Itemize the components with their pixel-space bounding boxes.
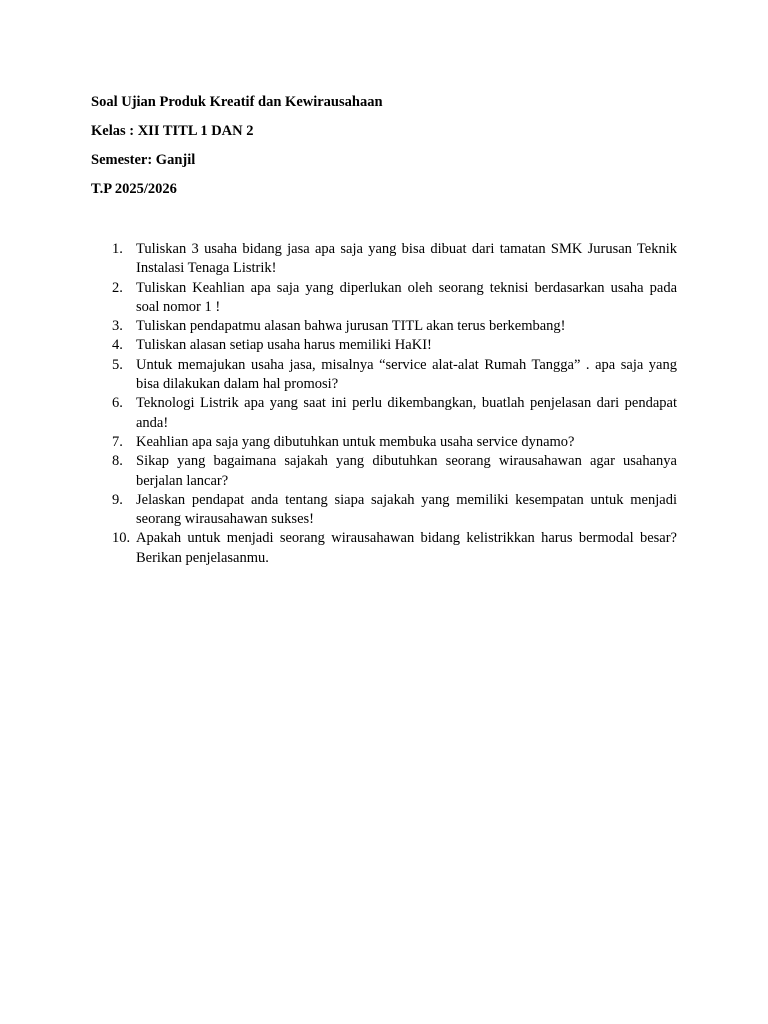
list-item <box>91 394 677 433</box>
list-item <box>91 452 677 491</box>
list-item <box>91 356 677 395</box>
list-item <box>91 240 677 279</box>
question-text: Tuliskan alasan setiap usaha harus memiliki HaKI! <box>136 337 432 354</box>
question-number: 10. <box>112 530 131 547</box>
question-number: 1. <box>112 241 123 257</box>
question-number: 9. <box>112 491 123 508</box>
question-text: Teknologi Listrik apa yang saat ini perlu dikembangkan, buatlah penjelasan dari pendapat anda! <box>136 395 677 431</box>
list-item <box>91 529 677 568</box>
list-item <box>91 279 677 318</box>
question-text: Sikap yang bagaimana sajakah yang dibutuhkan seorang wirausahawan agar usahanya berjalan lancar? <box>136 453 677 489</box>
question-list <box>91 240 677 568</box>
semester-info: Semester: Ganjil <box>91 152 196 168</box>
question-text: Apakah untuk menjadi seorang wirausahawan bidang kelistrikkan harus bermodal besar? Berikan penjelasanmu. <box>136 530 677 566</box>
question-number: 3. <box>112 318 123 335</box>
exam-title: Soal Ujian Produk Kreatif dan Kewirausahaan <box>91 94 383 110</box>
question-number: 8. <box>112 453 123 470</box>
list-item <box>91 317 677 336</box>
question-number: 2. <box>112 279 123 296</box>
question-text: Tuliskan Keahlian apa saja yang diperlukan oleh seorang teknisi berdasarkan usaha pada soal nomor 1 ! <box>136 279 677 315</box>
school-year: T.P 2025/2026 <box>91 181 177 197</box>
question-number: 4. <box>112 337 123 354</box>
list-item <box>91 336 677 355</box>
question-text: Untuk memajukan usaha jasa, misalnya “service alat-alat Rumah Tangga” . apa saja yang bisa dilakukan dalam hal promosi? <box>136 356 677 393</box>
question-number: 5. <box>112 356 123 373</box>
question-number: 6. <box>112 395 123 412</box>
class-info: Kelas : XII TITL 1 DAN 2 <box>91 123 254 139</box>
document-header <box>91 93 681 209</box>
list-item <box>91 491 677 530</box>
question-text: Tuliskan pendapatmu alasan bahwa jurusan TITL akan terus berkembang! <box>136 318 566 335</box>
question-text: Jelaskan pendapat anda tentang siapa sajakah yang memiliki kesempatan untuk menjadi seorang wirausahawan sukses! <box>136 491 677 528</box>
question-text: Tuliskan 3 usaha bidang jasa apa saja yang bisa dibuat dari tamatan SMK Jurusan Teknik Instalasi Tenaga Listrik! <box>136 241 677 277</box>
question-number: 7. <box>112 433 123 450</box>
list-item <box>91 433 677 452</box>
question-text: Keahlian apa saja yang dibutuhkan untuk membuka usaha service dynamo? <box>136 433 575 450</box>
